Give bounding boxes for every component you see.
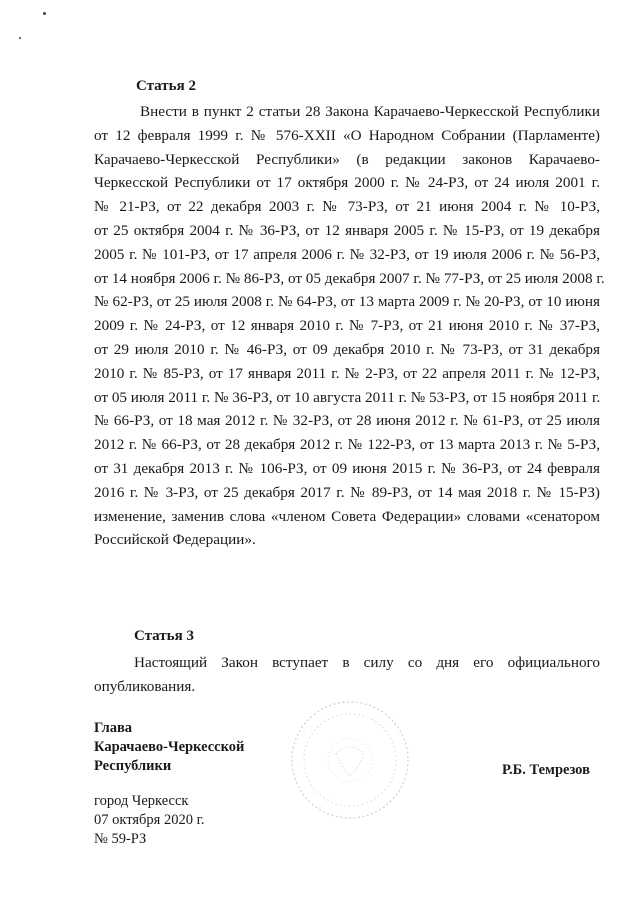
article-2-line: 2010 г. № 85-РЗ, от 17 января 2011 г. № 2-РЗ, от 22 апреля 2011 г. № 12-РЗ,: [94, 364, 600, 382]
article-2-line: от 14 ноября 2006 г. № 86-РЗ, от 05 декабря 2007 г. № 77-РЗ, от 25 июля 2008 г.: [94, 269, 605, 287]
article-2-body: [94, 100, 605, 552]
article-2-heading: Статья 2: [136, 78, 196, 94]
article-2-line: от 25 октября 2004 г. № 36-РЗ, от 12 января 2005 г. № 15-РЗ, от 19 декабря: [94, 221, 600, 239]
signatory-name: Р.Б. Темрезов: [502, 762, 590, 778]
scan-speck: [43, 12, 46, 15]
city: город Черкесск: [94, 793, 189, 809]
article-2-line: № 66-РЗ, от 18 мая 2012 г. № 32-РЗ, от 28 июня 2012 г. № 61-РЗ, от 25 июля: [94, 412, 600, 430]
article-2-line: от 31 декабря 2013 г. № 106-РЗ, от 09 июня 2015 г. № 36-РЗ, от 24 февраля: [94, 459, 600, 477]
place-date-block: [94, 792, 205, 849]
signatory-title: [94, 719, 244, 776]
scan-speck: [19, 37, 21, 39]
signatory-title-line: Карачаево-Черкесской: [94, 739, 245, 755]
article-3-line: Настоящий Закон вступает в силу со дня его официального: [134, 654, 600, 671]
article-3-body: [94, 651, 600, 699]
signatory-title-line: Республики: [94, 758, 172, 774]
article-2-line: Черкесской Республики от 17 октября 2000 г. № 24-РЗ, от 24 июля 2001 г.: [94, 174, 600, 192]
article-2-line: 2012 г. № 66-РЗ, от 28 декабря 2012 г. № 122-РЗ, от 13 марта 2013 г. № 5-РЗ,: [94, 436, 600, 454]
law-date: 07 октября 2020 г.: [94, 812, 205, 828]
article-2-line: № 62-РЗ, от 25 июля 2008 г. № 64-РЗ, от 13 марта 2009 г. № 20-РЗ, от 10 июня: [94, 293, 600, 311]
article-3-line: опубликования.: [94, 677, 196, 695]
article-2-line: № 21-РЗ, от 22 декабря 2003 г. № 73-РЗ, от 21 июня 2004 г. № 10-РЗ,: [94, 198, 600, 216]
official-seal: [286, 696, 414, 824]
article-2-line: от 29 июля 2010 г. № 46-РЗ, от 09 декабря 2010 г. № 73-РЗ, от 31 декабря: [94, 340, 600, 358]
article-2-line: 2005 г. № 101-РЗ, от 17 апреля 2006 г. № 32-РЗ, от 19 июля 2006 г. № 56-РЗ,: [94, 245, 600, 263]
article-2-line: Внести в пункт 2 статьи 28 Закона Карачаево-Черкесской Республики: [140, 103, 600, 120]
article-2-line: изменение, заменив слова «членом Совета Федерации» словами «сенатором: [94, 507, 600, 525]
law-number: № 59-РЗ: [94, 831, 147, 847]
article-2-line: 2016 г. № 3-РЗ, от 25 декабря 2017 г. № 89-РЗ, от 14 мая 2018 г. № 15-РЗ): [94, 483, 600, 501]
article-2-line: 2009 г. № 24-РЗ, от 12 января 2010 г. № 7-РЗ, от 21 июня 2010 г. № 37-РЗ,: [94, 317, 600, 335]
article-2-line: Карачаево-Черкесской Республики» (в редакции законов Карачаево-: [94, 150, 600, 168]
article-2-line: от 05 июля 2011 г. № 36-РЗ, от 10 августа 2011 г. № 53-РЗ, от 15 ноября 2011 г.: [94, 388, 601, 406]
article-2-line: от 12 февраля 1999 г. № 576-XXII «О Народном Собрании (Парламенте): [94, 126, 600, 144]
signatory-title-line: Глава: [94, 720, 133, 736]
article-3-heading: Статья 3: [134, 628, 194, 644]
article-2-line: Российской Федерации».: [94, 531, 256, 549]
